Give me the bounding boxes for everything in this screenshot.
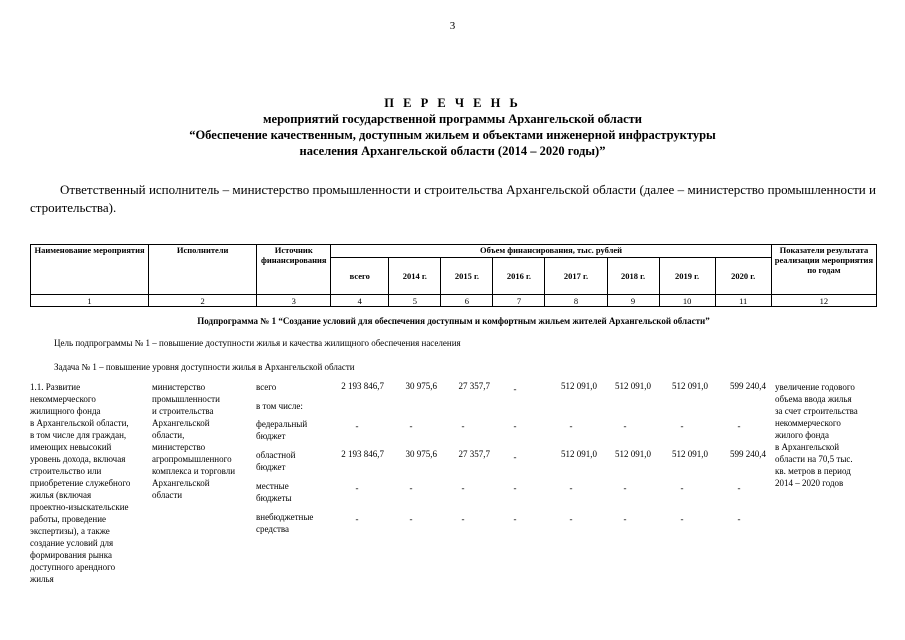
title-line-3: населения Архангельской области (2014 – 2020 годы)” [299,144,606,158]
header-year: 2014 г. [389,258,441,295]
source-line: средства [256,524,290,534]
header-year: 2016 г. [493,258,545,295]
page-number: 3 [449,20,456,32]
column-number: 9 [607,295,659,307]
amount-dash: - [355,421,359,431]
header-name: Наименование мероприятия [31,245,149,295]
executor-line: промышленности [152,394,220,404]
column-number: 8 [545,295,607,307]
amount-value: 599 240,4 [730,381,766,391]
amount-dash: - [513,421,517,431]
subprogram-goal: Цель подпрограммы № 1 – повышение доступности жилья и качества жилищного обеспечения населения [54,338,461,348]
measure-name-line: имеющих невысокий [30,442,112,452]
header-year: 2017 г. [545,258,607,295]
executor-line: агропромышленного [152,454,232,464]
source-line: внебюджетные [256,512,314,522]
indicator-line: увеличение годового [775,382,855,392]
header-indicators: Показатели результата реализации мероприятия по годам [771,245,876,295]
header-volume: Объем финансирования, тыс. рублей [331,245,772,258]
indicator-line: жилого фонда [775,430,829,440]
amount-dash: - [569,483,573,493]
measure-name-line: жилья (включая [30,490,92,500]
subprogram-heading: Подпрограмма № 1 “Создание условий для обеспечения доступным и комфортным жильем жителей Архангельской области” [197,316,710,326]
header-year: 2015 г. [441,258,493,295]
amount-dash: - [409,514,413,524]
indicator-line: за счет строительства [775,406,858,416]
executor-line: министерство [152,442,206,452]
amount-dash: - [623,483,627,493]
amount-value: 599 240,4 [730,449,766,459]
indicator-line: в Архангельской [775,442,840,452]
amount-dash: - [355,514,359,524]
title-line-2: “Обеспечение качественным, доступным жильем и объектами инженерной инфраструктуры [189,128,716,142]
measure-name-line: 1.1. Развитие [30,382,81,392]
source-line: бюджеты [256,493,292,503]
amount-value: 27 357,7 [458,449,490,459]
measure-name-line: формирования рынка [30,550,112,560]
amount-dash: - [680,421,684,431]
amount-value: 30 975,6 [405,449,437,459]
amount-value: 512 091,0 [561,449,597,459]
amount-value: 512 091,0 [615,381,651,391]
column-number: 5 [389,295,441,307]
header-executors: Исполнители [149,245,257,295]
amount-dash: - [461,514,465,524]
column-number: 11 [715,295,771,307]
amount-dash: - [680,483,684,493]
amount-dash: - [569,514,573,524]
measure-name-line: жилищного фонда [30,406,101,416]
executor-line: области [152,490,183,500]
header-total: всего [331,258,389,295]
column-number: 6 [441,295,493,307]
amount-dash: - [513,514,517,524]
indicator-line: области на 70,5 тыс. [775,454,853,464]
document-title [0,95,905,159]
column-number: 3 [257,295,331,307]
amount-value: 512 091,0 [615,449,651,459]
amount-dash: - [409,421,413,431]
header-year: 2020 г. [715,258,771,295]
measure-name-line: создание условий для [30,538,114,548]
amount-value: 2 193 846,7 [341,449,384,459]
executor-line: министерство [152,382,206,392]
amount-value: 512 091,0 [672,381,708,391]
title-main: П Е Р Е Ч Е Н Ь [384,96,521,110]
amount-value: 2 193 846,7 [341,381,384,391]
executor-line: Архангельской [152,418,210,428]
amount-dash: - [737,483,741,493]
executor-line: Архангельской [152,478,210,488]
responsible-executor: Ответственный исполнитель – министерство промышленности и строительства Архангельской области (далее – министерство промышленности и строительства). [30,182,876,215]
amount-value: 512 091,0 [561,381,597,391]
amount-dash: - [737,421,741,431]
measure-name-line: экспертизы), а также [30,526,110,536]
amount-value: 27 357,7 [458,381,490,391]
executor-line: и строительства [152,406,214,416]
source-line: бюджет [256,431,286,441]
amount-dash: - [461,483,465,493]
source-line: областной [256,450,296,460]
amount-dash: - [409,483,413,493]
indicator-line: кв. метров в период [775,466,851,476]
measure-name-line: жилья [30,574,54,584]
measure-name-line: строительство или [30,466,102,476]
executor-line: области, [152,430,185,440]
measure-name-line: в том числе для граждан, [30,430,127,440]
amount-dash: - [513,483,517,493]
source-line: бюджет [256,462,286,472]
column-number: 7 [493,295,545,307]
amount-dash: - [737,514,741,524]
source-line: федеральный [256,419,308,429]
measure-name-line: проектно-изыскательские [30,502,129,512]
amount-dash: - [623,421,627,431]
measure-name-line: уровень дохода, включая [30,454,126,464]
title-line-1: мероприятий государственной программы Архангельской области [263,112,642,126]
measure-name-line: некоммерческого [30,394,96,404]
amount-value: 30 975,6 [405,381,437,391]
financing-table-header [30,244,877,307]
amount-dash: - [623,514,627,524]
amount-dash: - [513,384,517,394]
measure-name-line: приобретение служебного [30,478,131,488]
indicator-line: объема ввода жилья [775,394,852,404]
header-year: 2019 г. [659,258,715,295]
subprogram-task: Задача № 1 – повышение уровня доступности жилья в Архангельской области [54,362,355,372]
measure-name-line: в Архангельской области, [30,418,129,428]
indicator-line: 2014 – 2020 годов [775,478,844,488]
amount-dash: - [569,421,573,431]
column-number: 1 [31,295,149,307]
amount-dash: - [355,483,359,493]
measure-name-line: доступного арендного [30,562,116,572]
amount-dash: - [513,452,517,462]
amount-dash: - [680,514,684,524]
column-number: 2 [149,295,257,307]
source-line: всего [256,382,277,392]
source-line: местные [256,481,289,491]
column-number: 10 [659,295,715,307]
column-number: 4 [331,295,389,307]
measure-name-line: работы, проведение [30,514,107,524]
amount-value: 512 091,0 [672,449,708,459]
header-source: Источник финансирования [257,245,331,295]
column-number: 12 [771,295,876,307]
header-year: 2018 г. [607,258,659,295]
indicator-line: некоммерческого [775,418,841,428]
source-line: в том числе: [256,401,303,411]
amount-dash: - [461,421,465,431]
executor-line: комплекса и торговли [152,466,236,476]
